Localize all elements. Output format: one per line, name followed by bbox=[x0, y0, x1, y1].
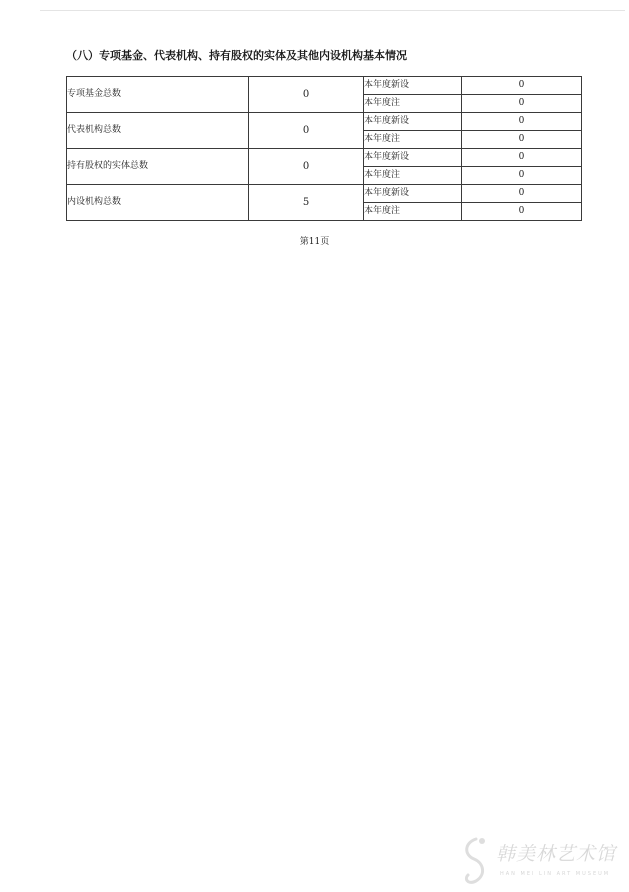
table-row bbox=[67, 149, 582, 167]
watermark-text: 韩美林艺术馆 bbox=[496, 843, 617, 865]
group-total: 0 bbox=[249, 149, 364, 185]
sub-row-label: 本年度注 bbox=[364, 95, 462, 113]
table-row bbox=[67, 113, 582, 131]
table-row bbox=[67, 77, 582, 95]
sub-row-value: 0 bbox=[462, 77, 582, 95]
sub-row-label: 本年度注 bbox=[364, 131, 462, 149]
group-label: 专项基金总数 bbox=[67, 77, 249, 113]
table-row bbox=[67, 185, 582, 203]
sub-row-value: 0 bbox=[462, 167, 582, 185]
sub-row-value: 0 bbox=[462, 131, 582, 149]
sub-row-label: 本年度注 bbox=[364, 167, 462, 185]
sub-row-label: 本年度新设 bbox=[364, 185, 462, 203]
sub-row-label: 本年度新设 bbox=[364, 77, 462, 95]
sub-row-value: 0 bbox=[462, 95, 582, 113]
sub-row-value: 0 bbox=[462, 113, 582, 131]
group-label: 内设机构总数 bbox=[67, 185, 249, 221]
page-top-rule bbox=[40, 10, 625, 11]
institutions-table bbox=[66, 76, 582, 221]
watermark-logo-icon bbox=[456, 833, 496, 889]
sub-row-label: 本年度新设 bbox=[364, 113, 462, 131]
watermark-subtitle: HAN MEI LIN ART MUSEUM bbox=[500, 871, 611, 877]
sub-row-value: 0 bbox=[462, 185, 582, 203]
group-label: 代表机构总数 bbox=[67, 113, 249, 149]
sub-row-value: 0 bbox=[462, 203, 582, 221]
group-total: 5 bbox=[249, 185, 364, 221]
group-total: 0 bbox=[249, 77, 364, 113]
sub-row-label: 本年度新设 bbox=[364, 149, 462, 167]
group-label: 持有股权的实体总数 bbox=[67, 149, 249, 185]
sub-row-value: 0 bbox=[462, 149, 582, 167]
group-total: 0 bbox=[249, 113, 364, 149]
sub-row-label: 本年度注 bbox=[364, 203, 462, 221]
page-number: 第11页 bbox=[299, 237, 330, 247]
museum-watermark bbox=[456, 833, 626, 889]
section-title: （八）专项基金、代表机构、持有股权的实体及其他内设机构基本情况 bbox=[66, 49, 407, 62]
